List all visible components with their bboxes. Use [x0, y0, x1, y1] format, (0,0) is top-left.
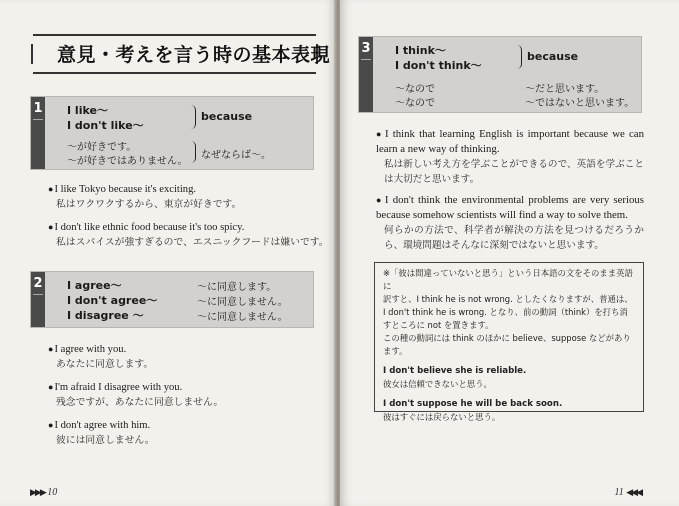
example-english: ● I don't like ethnic food because it's too spicy. — [48, 220, 329, 235]
bullet-icon: ● — [376, 129, 383, 139]
translation-line: ～に同意しません。 — [197, 312, 288, 323]
section-3-box — [358, 36, 642, 113]
phrase-line: I agree～ — [67, 279, 122, 292]
example-item — [48, 182, 241, 212]
translation-line: ～ではないと思います。 — [525, 98, 635, 109]
example-japanese: 彼には同意しません。 — [56, 435, 155, 446]
note-example-japanese: 彼はすぐには戻らないと思う。 — [383, 412, 501, 422]
note-example-english: I don't believe she is reliable. — [383, 366, 527, 376]
section-number-tab — [359, 37, 373, 112]
phrase-line: I don't agree～ — [67, 294, 158, 307]
section-number-tab — [31, 97, 45, 169]
example-japanese: 私はワクワクするから、東京が好きです。 — [56, 199, 242, 210]
translation-line: ～だと思います。 — [525, 84, 605, 95]
page-number-left — [30, 487, 57, 498]
translation-line: ～が好きではありません。 — [67, 156, 188, 167]
example-japanese: あなたに同意します。 — [56, 359, 154, 370]
translation-tail: なぜならば～。 — [201, 150, 271, 161]
note-line: I don't think he is wrong. となり、前の動詞（think）を打ち消 — [383, 307, 628, 317]
phrase-line: I think～ — [395, 44, 446, 57]
page-number-right — [614, 487, 641, 498]
note-line: ます。 — [383, 346, 408, 356]
note-example-english: I don't suppose he will be back soon. — [383, 399, 563, 409]
translation-line: ～に同意します。 — [197, 282, 277, 293]
phrase-tail: because — [527, 50, 579, 63]
section-number: 3 — [361, 41, 371, 56]
phrase-line: I don't think～ — [395, 59, 482, 72]
note-line: ※「彼は間違っていないと思う」という日本語の文をそのまま英語に — [383, 268, 633, 291]
page-number: 11 — [614, 487, 624, 498]
section-number: 2 — [33, 276, 43, 291]
phrase-tail: because — [201, 110, 253, 123]
example-paragraph — [376, 127, 644, 187]
example-japanese: 残念ですが、あなたに同意しません。 — [56, 397, 224, 408]
example-japanese: 何らかの方法で、科学者が解決の方法を見つけるだろうから、環境問題はそんなに深刻ではないと思います。 — [384, 225, 644, 251]
translation-line: ～なので — [395, 98, 435, 109]
translation-line: ～に同意しません。 — [197, 297, 288, 308]
example-japanese: 私は新しい考え方を学ぶことができるので、英語を学ぶことは大切だと思います。 — [384, 159, 644, 185]
example-item — [48, 380, 223, 410]
translation-line: ～が好きです。 — [67, 142, 137, 153]
example-item — [48, 220, 329, 250]
example-english: I think that learning English is important because we can learn a new way of thinking. — [376, 128, 644, 155]
section-1-box — [30, 96, 314, 170]
grammar-note-box — [374, 262, 644, 422]
section-number-tab — [31, 272, 45, 327]
example-english: ● I'm afraid I disagree with you. — [48, 380, 223, 395]
page-number: 10 — [47, 487, 58, 498]
left-page — [0, 0, 336, 506]
brace — [191, 141, 196, 163]
example-item — [48, 342, 153, 372]
example-japanese: 私はスパイスが強すぎるので、エスニックフードは嫌いです。 — [56, 237, 329, 248]
brace — [191, 105, 196, 129]
page-arrows-icon: ◀◀◀ — [626, 487, 641, 497]
phrase-line: I disagree ～ — [67, 309, 144, 322]
note-line: 訳すと、I think he is not wrong. としたくなりますが、普通は、 — [383, 294, 633, 304]
page-title-frame — [33, 34, 331, 74]
example-english: ● I don't agree with him. — [48, 418, 155, 433]
example-item — [48, 418, 155, 448]
section-2-box — [30, 271, 314, 328]
page-arrows-icon: ▶▶▶ — [30, 487, 45, 497]
example-english: I don't think the environmental problems are very serious because somehow scientists will find a way to solve them. — [376, 194, 644, 221]
brace — [517, 45, 522, 69]
note-example-japanese: 彼女は信頼できないと思う。 — [383, 379, 492, 389]
phrase-line: I don't like～ — [67, 119, 144, 132]
bullet-icon: ● — [376, 195, 383, 205]
page-title: 意見・考えを言う時の基本表現 — [57, 44, 331, 66]
example-english: ● I like Tokyo because it's exciting. — [48, 182, 241, 197]
example-english: ● I agree with you. — [48, 342, 153, 357]
note-line: この種の動詞には think のほかに believe、suppose などがあり — [383, 333, 631, 343]
note-line: すところに not を置きます。 — [383, 320, 494, 330]
translation-line: ～なので — [395, 84, 435, 95]
section-number: 1 — [33, 101, 43, 116]
right-page — [340, 0, 679, 506]
phrase-line: I like～ — [67, 104, 108, 117]
example-paragraph — [376, 193, 644, 253]
